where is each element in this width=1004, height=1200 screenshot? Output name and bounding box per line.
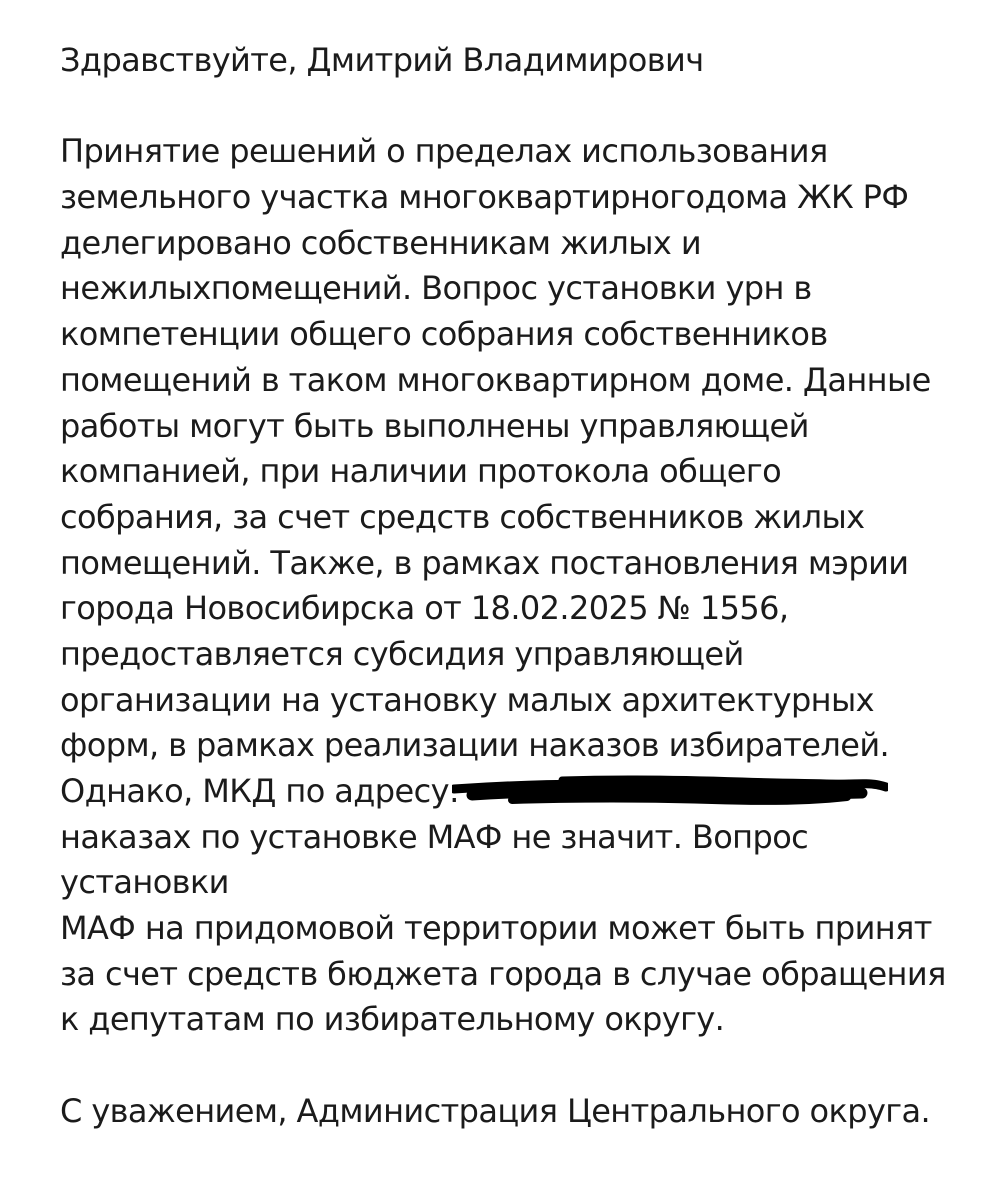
body-line: за счет средств бюджета города в случае обращения [60,954,946,993]
body-line: компанией, при наличии протокола общего [60,452,782,491]
body-line: помещений в таком многоквартирном доме. Данные [60,360,931,399]
letter-body [60,38,960,1135]
body-line: делегировано собственникам жилых и [60,223,702,262]
body-line: нежилыхпомещений. Вопрос установки урн в [60,269,812,308]
body-line: работы могут быть выполнены управляющей [60,406,809,445]
signature: С уважением, Администрация Центрального округа. [60,1091,931,1130]
body-line: помещений. Также, в рамках постановления мэрии [60,543,909,582]
redacted-address-line [60,769,960,815]
paragraph-gap [60,84,960,130]
body-line: земельного участка многоквартирногодома ЖК РФ [60,178,909,217]
body-line: к депутатам по избирательному округу. [60,1000,725,1039]
body-line: компетенции общего собрания собственников [60,315,828,354]
paragraph-gap [60,1043,960,1089]
body-line: предоставляется субсидия управляющей [60,634,744,673]
redaction-scribble [452,773,888,809]
body-line: организации на установку малых архитектурных [60,680,874,719]
body-line: форм, в рамках реализации наказов избирателей. [60,726,890,765]
body-line: Принятие решений о пределах использования [60,132,828,171]
body-line: установки [60,863,229,902]
address-prefix: Однако, МКД по адресу: [60,772,460,810]
greeting: Здравствуйте, Дмитрий Владимирович [60,41,704,79]
main-paragraph [60,129,960,1043]
body-line: города Новосибирска от 18.02.2025 № 1556, [60,589,789,628]
body-line: МАФ на придомовой территории может быть принят [60,909,932,948]
body-line: собрания, за счет средств собственников жилых [60,497,865,536]
body-line: наказах по установке МАФ не значит. Вопрос [60,817,809,856]
